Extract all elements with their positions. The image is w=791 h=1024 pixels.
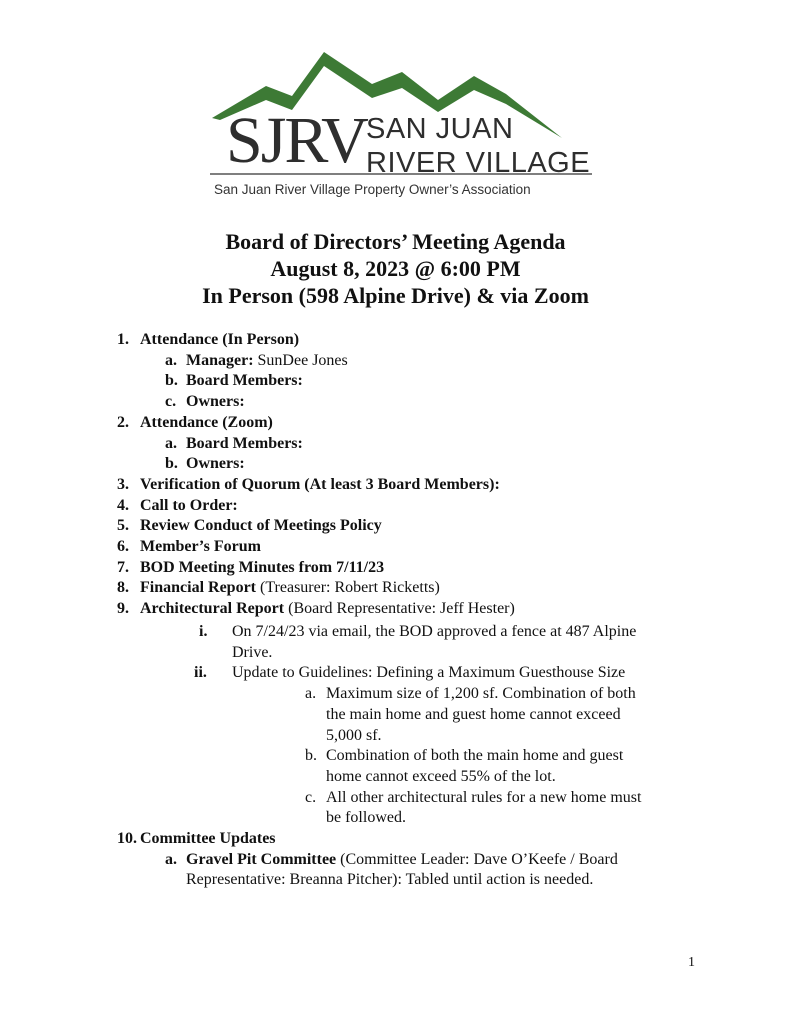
item-number: 9. xyxy=(117,600,129,618)
guideline-text: Combination of both the main home and guest xyxy=(326,747,624,765)
guideline-text: the main home and guest home cannot exceed xyxy=(326,705,621,723)
guideline-text: All other architectural rules for a new home must xyxy=(326,788,642,806)
subitem-letter: c. xyxy=(165,393,177,411)
item-number: 1. xyxy=(117,331,129,348)
item-number: 8. xyxy=(117,579,129,597)
item-label: Verification of Quorum (At least 3 Board Members): xyxy=(140,475,500,493)
item-number: 7. xyxy=(117,558,129,576)
item-label: Financial Report (Treasurer: Robert Ricketts) xyxy=(140,579,440,597)
subitem-label: Gravel Pit Committee (Committee Leader: Dave O’Keefe / Board xyxy=(186,850,618,868)
logo-mark: SJRV xyxy=(226,104,367,177)
subitem-letter: b. xyxy=(165,372,178,390)
document-title: Board of Directors’ Meeting Agenda xyxy=(225,229,566,254)
logo-name-line1: SAN JUAN xyxy=(366,113,514,145)
guideline-letter: a. xyxy=(305,685,317,703)
item-number: 5. xyxy=(117,517,129,535)
item-label: Committee Updates xyxy=(140,830,276,847)
page-number: 1 xyxy=(688,955,695,970)
logo-tagline: San Juan River Village Property Owner’s Association xyxy=(214,182,531,197)
item-label: Review Conduct of Meetings Policy xyxy=(140,517,382,535)
sjrv-logo xyxy=(206,48,596,208)
meeting-location: In Person (598 Alpine Drive) & via Zoom xyxy=(202,283,589,308)
subitem-label: Board Members: xyxy=(186,434,303,452)
subitem-letter: a. xyxy=(165,850,177,868)
guideline-text: 5,000 sf. xyxy=(326,726,382,744)
subitem-label: Board Members: xyxy=(186,372,303,390)
subitem-letter: b. xyxy=(165,455,178,473)
guideline-letter: c. xyxy=(305,788,317,806)
guideline-text: be followed. xyxy=(326,809,406,827)
subitem-text: Representative: Breanna Pitcher): Tabled until action is needed. xyxy=(186,871,594,889)
guideline-text: Maximum size of 1,200 sf. Combination of both xyxy=(326,685,636,703)
guideline-text: home cannot exceed 55% of the lot. xyxy=(326,767,556,785)
subitem-letter: a. xyxy=(165,351,177,369)
subitem-label: Owners: xyxy=(186,393,245,411)
subitem-label: Owners: xyxy=(186,455,245,473)
roman-item-text: Drive. xyxy=(232,643,273,661)
item-number: 3. xyxy=(117,475,129,493)
roman-numeral: i. xyxy=(199,623,208,640)
item-label: Attendance (In Person) xyxy=(140,331,300,348)
roman-item-text: Update to Guidelines: Defining a Maximum Guesthouse Size xyxy=(232,664,626,682)
item-number: 10. xyxy=(117,830,137,847)
item-label: Call to Order: xyxy=(140,496,238,514)
item-label: Member’s Forum xyxy=(140,538,261,555)
subitem-label: Manager: SunDee Jones xyxy=(186,351,348,369)
item-label: BOD Meeting Minutes from 7/11/23 xyxy=(140,558,385,576)
item-number: 2. xyxy=(117,413,129,431)
item-label: Architectural Report (Board Representative: Jeff Hester) xyxy=(140,600,515,618)
subitem-letter: a. xyxy=(165,434,177,452)
agenda-header xyxy=(0,228,791,309)
logo-name-line2: RIVER VILLAGE xyxy=(366,147,591,179)
item-number: 6. xyxy=(117,538,129,555)
item-label: Attendance (Zoom) xyxy=(140,413,273,431)
roman-item-text: On 7/24/23 via email, the BOD approved a fence at 487 Alpine xyxy=(232,623,637,640)
meeting-date: August 8, 2023 @ 6:00 PM xyxy=(270,256,521,281)
guideline-letter: b. xyxy=(305,747,317,765)
roman-numeral: ii. xyxy=(194,664,207,682)
item-number: 4. xyxy=(117,496,129,514)
